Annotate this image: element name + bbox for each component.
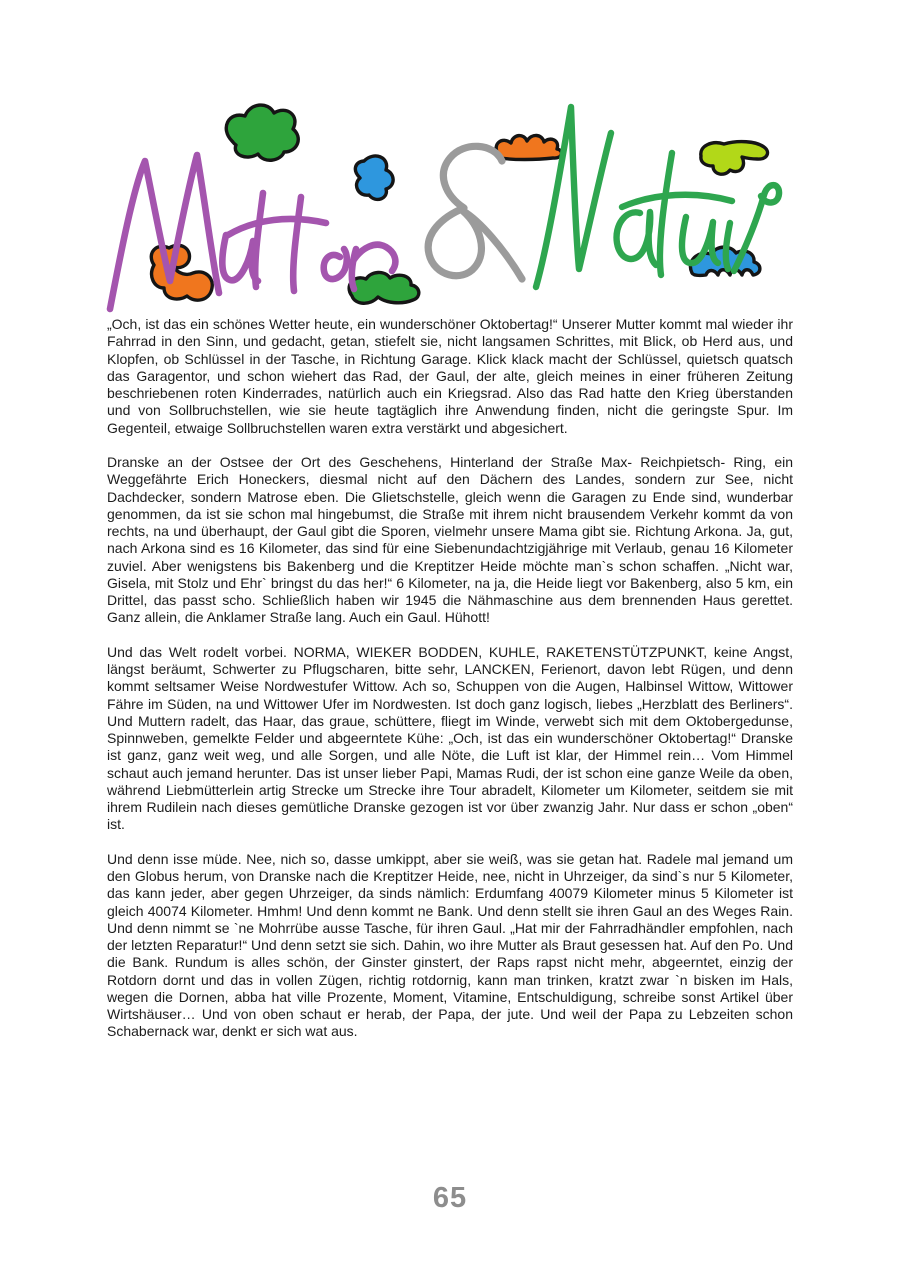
body-paragraph-3: Und das Welt rodelt vorbei. NORMA, WIEKER BODDEN, KUHLE, RAKETENSTÜTZPUNKT, keine Angst, längst beräumt, Schwerter zu Pflugscharen, bitte sehr, LANCKEN, Ferienort, davon lebt Rügen, und denn kommt seltsamer Weise Nordwestufer Wittow. Ach so, Schuppen von die Augen, Halbinsel Wittow, Wittower Fähre im Süden, na und Wittower Ufer im Nordwesten. Ist doch ganz logisch, liebes „Herzblatt des Berliners“. Und Muttern radelt, das Haar, das graue, schüttere, fliegt im Winde, verwebt sich mit dem Oktobergedunse, Spinnweben, gemelkte Felder und abgeerntete Kühe: „Och, ist das ein wunderschöner Oktobertag!“ Dranske ist ganz, ganz weit weg, und alle Sorgen, und alle Nöte, die Luft ist klar, der Himmel rein… Vom Himmel schaut auch jemand herunter. Das ist unser lieber Papi, Mamas Rudi, der ist schon eine ganze Weile da oben, während Liebmütterlein artig Strecke um Strecke ihre Tour abradelt, Kilometer um Kilometer, seitdem sie mit ihrem Rudilein nach dieses gemütliche Dranske gezogen ist vor über zwanzig Jahr. Nur dass er schon „oben“ ist. — [107, 643, 793, 833]
letter-n — [536, 107, 611, 287]
page-number: 65 — [432, 1182, 468, 1214]
body-paragraph-4: Und denn isse müde. Nee, nich so, dasse umkippt, aber sie weiß, was sie getan hat. Radele mal jemand um den Globus herum, von Dranske nach die Kreptitzer Heide, nee, nicht in Uhrzeiger, da sind`s nur 5 Kilometer, das kann jeder, aber gegen Uhrzeiger, da sinds nämlich: Erdumfang 40079 Kilometer minus 5 Kilometer ist gleich 40074 Kilometer. Hmhm! Und denn kommt ne Bank. Und denn stellt sie ihren Gaul an des Weges Rain. Und denn nimmt se `ne Mohrrübe ausse Tasche, für ihren Gaul. „Hat mir der Fahrradhändler empfohlen, nach der letzten Reparatur!“ Und denn setzt sie sich. Dahin, wo ihre Mutter als Braut gesessen hat. Auf den Po. Und die Bank. Rundum is alles schön, der Ginster ginstert, der Raps rapst nicht mehr, abgeerntet, einzig der Rotdorn dornt und das in vollen Zügen, richtig rotdornig, kann man trinken, kratzt zwar `n bisken im Hals, wegen die Dornen, abba hat ville Prozente, Moment, Vitamine, Entschuldigung, schreibe sonst Artikel über Wirtshäuser… Und von oben schaut er herab, der Papa, der jute. Und weil der Papa zu Lebzeiten schon Schabernack war, denkt er sich wat aus. — [107, 850, 793, 1040]
letter-t1 — [255, 193, 263, 287]
ampersand-stroke — [428, 146, 522, 279]
title-word-mutter — [110, 155, 395, 309]
blob-orange-caterpillar-top — [496, 135, 561, 159]
blob-green-caterpillar-bottom — [349, 272, 419, 303]
letter-t-crossbar — [622, 195, 732, 207]
letter-r-arm — [353, 245, 395, 271]
letter-t2 — [293, 197, 301, 291]
blob-blue-top — [355, 156, 393, 199]
body-paragraph-1: „Och, ist das ein schönes Wetter heute, ein wunderschöner Oktobertag!“ Unserer Mutter kommt mal wieder ihr Fahrrad in den Sinn, und gedacht, getan, stiefelt sie, nicht langsamen Schrittes, mit Blick, ob Herd aus, und Klopfen, ob Schlüssel in der Tasche, in Richtung Garage. Klick klack macht der Schlüssel, quietsch quatsch das Garagentor, und schon wiehert das Rad, der Gaul, der alte, gleich meines in einer früheren Zeitung beschriebenen roten Kinderrades, natürlich auch ein Kriegsrad. Also das Rad hatte den Krieg überstanden und von Sollbruchstellen, wie sie heute tagtäglich ihre Anwendung finden, nicht die geringste Spur. Im Gegenteil, etwaige Sollbruchstellen waren extra verstärkt und abgesichert. — [107, 316, 793, 436]
letter-t-crossbar — [228, 219, 326, 235]
letter-e — [324, 249, 347, 279]
title-word-natur — [536, 107, 779, 287]
letter-u — [682, 217, 718, 263]
letter-r — [726, 223, 730, 269]
letter-r-flourish — [734, 185, 779, 271]
letter-t — [660, 153, 672, 275]
article-body — [107, 316, 793, 1058]
body-paragraph-2: Dranske an der Ostsee der Ort des Geschehens, Hinterland der Straße Max- Reichpietsch- Ring, ein Weggefährte Erich Honeckers, diesmal nicht auf den Dächern des Landes, sondern zur See, nicht Dachdecker, sondern Matrose eben. Die Glietschstelle, gleich wenn die Garagen zu Ende sind, wunderbar genommen, da ist sie schon mal hingebumst, die Straße mit ihrem nicht brausendem Verkehr kommt da von rechts, na und überhaupt, der Gaul gibt die Sporen, vielmehr unsere Mama gibt sie. Richtung Arkona. Ja, gut, nach Arkona sind es 16 Kilometer, das sind für eine Siebenundachtzigjährige mit Verlaub, genau 16 Kilometer zuviel. Aber wenigstens bis Bakenberg und die Kreptitzer Heide möchte man`s schon schaffen. „Nicht war, Gisela, mit Stolz und Ehr` bringst du das her!“ 6 Kilometer, na ja, die Heide liegt vor Bakenberg, also 5 km, ein Drittel, das passt scho. Schließlich haben wir 1945 die Nähmaschine aus dem brennenden Haus gerettet. Ganz allein, die Anklamer Straße lang. Auch ein Gaul. Hühott! — [107, 454, 793, 626]
title-ampersand — [428, 146, 522, 279]
blob-lime-cap-top-right — [701, 142, 768, 175]
title-artwork — [100, 95, 805, 317]
blob-green-splat-top-left — [226, 105, 298, 160]
letter-a — [617, 212, 656, 265]
